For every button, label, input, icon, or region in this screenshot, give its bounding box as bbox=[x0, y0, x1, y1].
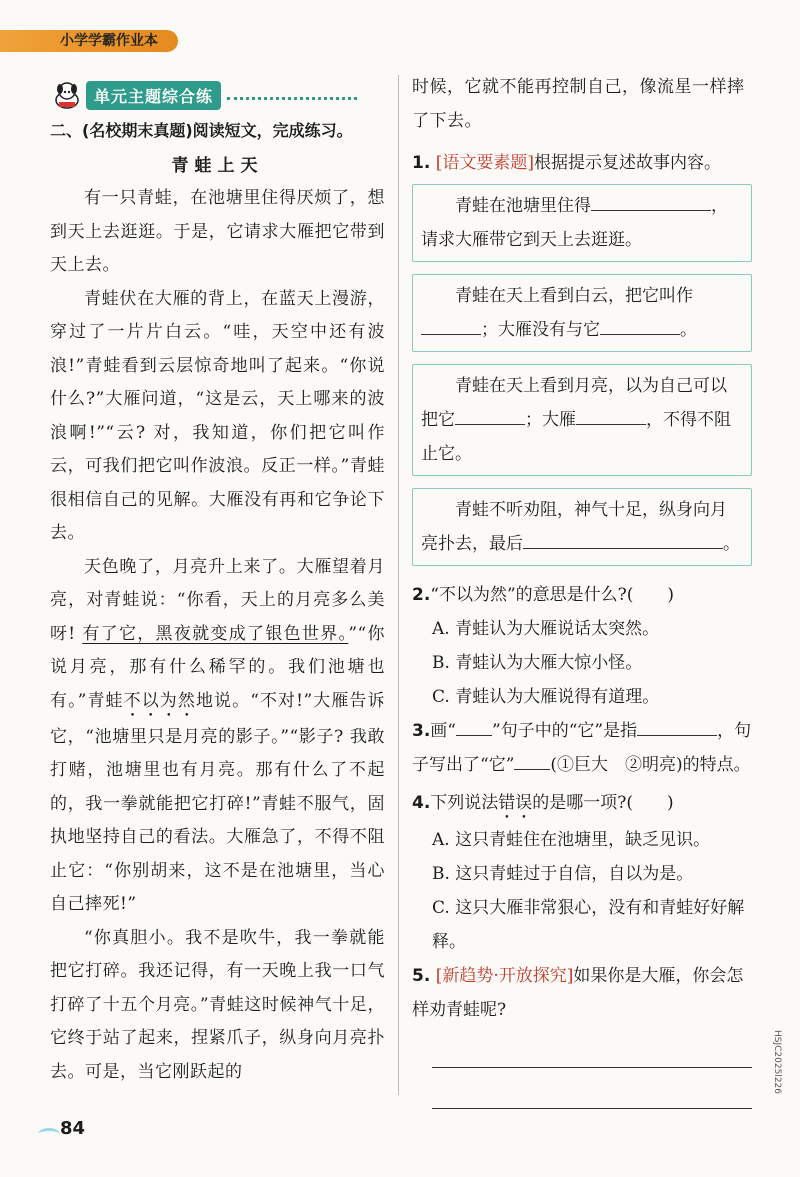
book-banner: 小学学霸作业本 bbox=[0, 30, 178, 52]
q1-text: 根据提示复述故事内容。 bbox=[533, 153, 721, 173]
print-code: HSJC2025l226 bbox=[772, 1030, 782, 1095]
retell-box-1 bbox=[412, 184, 752, 262]
box3-blank-2[interactable] bbox=[576, 406, 646, 425]
unit-header bbox=[50, 80, 357, 110]
story-paragraph-1: 有一只青蛙，在池塘里住得厌烦了，想到天上去逛逛。于是，它请求大雁把它带到天上去。 bbox=[50, 188, 385, 275]
story-paragraph-3 bbox=[50, 551, 385, 922]
box2-text-b: ；大雁没有与它 bbox=[481, 320, 600, 340]
q5-tag: [新趋势·开放探究] bbox=[435, 966, 574, 986]
box2-text-c: 。 bbox=[680, 320, 697, 340]
question-2 bbox=[412, 578, 752, 612]
q2-text: “不以为然”的意思是什么?( ) bbox=[430, 585, 675, 605]
right-column bbox=[412, 70, 752, 1109]
q2-option-b[interactable]: B. 青蛙认为大雁大惊小怪。 bbox=[432, 653, 643, 673]
dotted-word: 不以为然 bbox=[123, 690, 196, 711]
left-column bbox=[50, 118, 385, 1089]
story-paragraph-4: “你真胆小。我不是吹牛，我一拳就能把它打碎。我还记得，有一天晚上我一口气打碎了十五个月亮。”青蛙这时候神气十足，它终于站了起来，捏紧爪子，纵身向月亮扑去。可是，当它刚跃起的 bbox=[50, 927, 385, 1082]
box3-text-c: ，不得不阻止它。 bbox=[421, 410, 731, 464]
story-paragraph-2: 青蛙伏在大雁的背上，在蓝天上漫游，穿过了一片片白云。“哇，天空中还有波浪!”青蛙看到云层惊奇地叫了起来。“你说什么?”大雁问道，“这是云，天上哪来的波浪啊!”“云? 对，我知道，你们把它叫作云，可我们把它叫作波浪。反正一样。”青蛙很相信自己的见解。大雁没有再和它争论下去。 bbox=[50, 288, 385, 543]
box4-text-b: 。 bbox=[723, 534, 740, 554]
q3-blank-2[interactable] bbox=[637, 717, 717, 736]
box1-blank[interactable] bbox=[591, 192, 711, 211]
p3-text-a: 天色晚了，月亮升上来了。大雁望着月亮，对青蛙说：“你看，天上的月亮多么美呀! bbox=[50, 556, 385, 644]
q4-option-c[interactable]: C. 这只大雁非常狠心，没有和青蛙好好解释。 bbox=[432, 898, 745, 952]
q3-text-c: ，句子写出了“它” bbox=[412, 721, 752, 775]
q3-number: 3. bbox=[412, 721, 431, 741]
q3-text-a: 画“ bbox=[430, 721, 456, 741]
story-continuation: 时候，它就不能再控制自己，像流星一样摔了下去。 bbox=[412, 77, 745, 131]
column-divider bbox=[398, 75, 399, 1095]
section-heading: 二、(名校期末真题)阅读短文，完成练习。 bbox=[50, 121, 353, 140]
p3-text-c: 地说。“不对!”大雁告诉它，“池塘里只是月亮的影子。”“影子? 我敢打赌，池塘里也有月亮。那有什么了不起的，我一拳就能把它打碎!”青蛙不服气，固执地坚持自己的看法。大雁急了，不得不阻止它：“你别胡来，这不是在池塘里，当心自己摔死!” bbox=[50, 690, 385, 914]
box3-text-b: ；大雁 bbox=[525, 410, 576, 430]
q4-option-b[interactable]: B. 这只青蛙过于自信，自以为是。 bbox=[432, 864, 694, 884]
dog-mascot-icon bbox=[50, 80, 84, 110]
q4-text-b: 的是哪一项?( ) bbox=[532, 793, 674, 813]
box2-blank-2[interactable] bbox=[600, 316, 680, 335]
answer-line-1[interactable] bbox=[432, 1043, 752, 1068]
q1-tag: [语文要素题] bbox=[435, 153, 534, 173]
q2-option-c[interactable]: C. 青蛙认为大雁说得有道理。 bbox=[432, 687, 660, 707]
question-4 bbox=[412, 786, 752, 823]
retell-box-4 bbox=[412, 488, 752, 566]
question-3 bbox=[412, 714, 752, 782]
question-5 bbox=[412, 959, 752, 1027]
dotted-rule bbox=[227, 91, 357, 100]
q1-number: 1. bbox=[412, 153, 431, 173]
q3-text-b: ”句子中的“它”是指 bbox=[492, 721, 638, 741]
q4-dotted-word: 错误 bbox=[498, 793, 533, 813]
retell-box-3 bbox=[412, 364, 752, 476]
page-number: 84 bbox=[60, 1118, 86, 1139]
q3-blank-3[interactable] bbox=[514, 751, 550, 770]
box3-text-a: 青蛙在天上看到月亮，以为自己可以把它 bbox=[421, 376, 727, 430]
q2-number: 2. bbox=[412, 585, 431, 605]
box2-blank-1[interactable] bbox=[421, 316, 481, 335]
box1-text-a: 青蛙在池塘里住得 bbox=[455, 196, 591, 216]
answer-line-2[interactable] bbox=[432, 1084, 752, 1109]
box4-text-a: 青蛙不听劝阻，神气十足，纵身向月亮扑去，最后 bbox=[421, 500, 727, 554]
box1-text-b: ，请求大雁带它到天上去逛逛。 bbox=[421, 196, 728, 250]
q5-number: 5. bbox=[412, 966, 431, 986]
story-title: 青蛙上天 bbox=[171, 156, 264, 176]
box4-blank[interactable] bbox=[523, 530, 723, 549]
q2-option-a[interactable]: A. 青蛙认为大雁说话太突然。 bbox=[432, 619, 660, 639]
unit-title: 单元主题综合练 bbox=[86, 81, 221, 110]
q4-number: 4. bbox=[412, 793, 431, 813]
q4-text-a: 下列说法 bbox=[430, 793, 499, 813]
q3-text-d: (①巨大 ②明亮)的特点。 bbox=[550, 755, 751, 775]
box2-text-a: 青蛙在天上看到白云，把它叫作 bbox=[455, 286, 693, 306]
q5-text: 如果你是大雁，你会怎样劝青蛙呢? bbox=[412, 966, 744, 1020]
q4-option-a[interactable]: A. 这只青蛙住在池塘里，缺乏见识。 bbox=[432, 830, 711, 850]
underlined-sentence: 有了它，黑夜就变成了银色世界。 bbox=[82, 623, 349, 644]
retell-box-2 bbox=[412, 274, 752, 352]
question-1 bbox=[412, 146, 752, 180]
box3-blank-1[interactable] bbox=[455, 406, 525, 425]
q3-blank-1[interactable] bbox=[456, 717, 492, 736]
p3-text-b: ”“你说月亮，那有什么稀罕的。我们池塘也有。”青蛙 bbox=[50, 623, 385, 711]
swirl-decoration-icon bbox=[38, 1128, 60, 1141]
